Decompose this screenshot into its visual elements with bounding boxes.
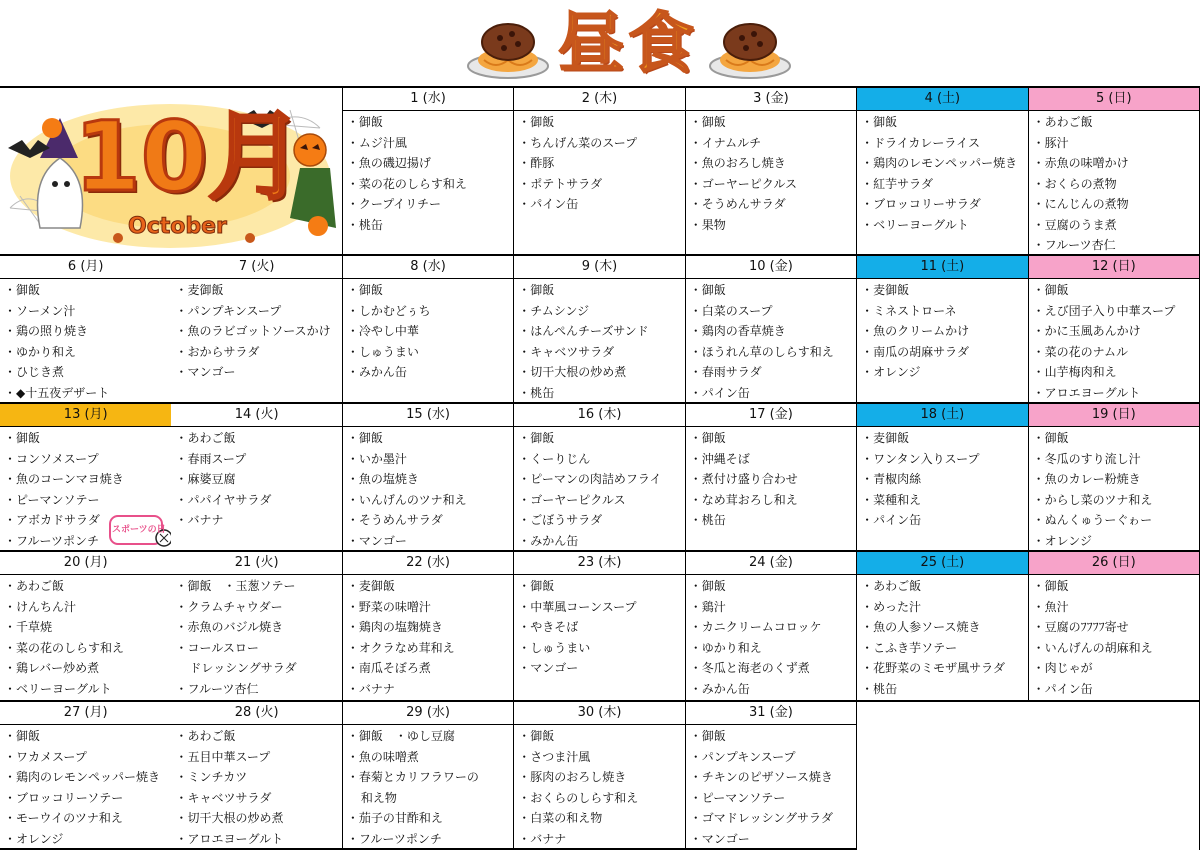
- menu-item: ・ バナナ: [175, 510, 341, 531]
- day-cell: [171, 552, 342, 702]
- menu-item: ・ あわご飯: [175, 428, 341, 449]
- menu-list: [171, 725, 341, 849]
- day-header: 26 (日): [1029, 552, 1199, 575]
- menu-item: ・ カニクリームコロッケ: [690, 617, 856, 638]
- menu-list: [1029, 279, 1199, 403]
- menu-item: ・ しかむどぅち: [347, 301, 513, 322]
- day-cell: [686, 88, 857, 256]
- menu-item: ・ フルーツ杏仁: [175, 679, 341, 700]
- menu-item: ・ みかん缶: [690, 679, 856, 700]
- menu-item: ・ 魚の磯辺揚げ: [347, 153, 513, 174]
- menu-item: ・ バナナ: [518, 829, 684, 850]
- menu-item: ・ ごぼうサラダ: [518, 510, 684, 531]
- menu-item: ・ ソーメン汁: [4, 301, 171, 322]
- menu-item: ・ 果物: [690, 215, 856, 236]
- menu-item: ・ パンプキンスープ: [690, 747, 856, 768]
- day-header: 23 (木): [514, 552, 684, 575]
- day-cell: [1029, 256, 1200, 404]
- menu-list: [343, 575, 513, 699]
- menu-item: ・ 茄子の甘酢和え: [347, 808, 513, 829]
- day-cell: [343, 88, 514, 256]
- menu-item: ・ コンソメスープ: [4, 449, 171, 470]
- menu-item: ・ アロエヨーグルト: [175, 829, 341, 850]
- day-header: 18 (土): [857, 404, 1027, 427]
- menu-item: ・ そうめんサラダ: [690, 194, 856, 215]
- day-header: 19 (日): [1029, 404, 1199, 427]
- day-header: 11 (土): [857, 256, 1027, 279]
- menu-list: [343, 279, 513, 383]
- menu-item: ・ キャベツサラダ: [518, 342, 684, 363]
- menu-item: ・ 麦御飯: [175, 280, 341, 301]
- day-cell: [686, 552, 857, 702]
- menu-item: ・ マンゴー: [347, 531, 513, 552]
- month-logo: [0, 88, 343, 256]
- menu-item: ・ ミンチカツ: [175, 767, 341, 788]
- menu-item: ・ 御飯: [518, 280, 684, 301]
- menu-item: ・ 肉じゃが: [1033, 658, 1199, 679]
- menu-item: ・ 御飯: [1033, 428, 1199, 449]
- menu-item: ・ 麻婆豆腐: [175, 469, 341, 490]
- menu-item: ・ 菜の花のナムル: [1033, 342, 1199, 363]
- menu-item: ・ 魚の塩焼き: [347, 469, 513, 490]
- menu-item: ・ 御飯: [347, 280, 513, 301]
- day-header: 10 (金): [686, 256, 856, 279]
- menu-item: ・ 切干大根の炒め煮: [175, 808, 341, 829]
- menu-list: [857, 575, 1027, 699]
- menu-item: ・ 白菜の和え物: [518, 808, 684, 829]
- day-header: 9 (木): [514, 256, 684, 279]
- menu-item: ・ モーウイのツナ和え: [4, 808, 171, 829]
- day-cell: [0, 702, 171, 850]
- menu-item: ・ 御飯 ・ゆし豆腐: [347, 726, 513, 747]
- menu-item: ・ 御飯: [347, 428, 513, 449]
- menu-item: ・ 麦御飯: [861, 280, 1027, 301]
- menu-item: ・ チムシンジ: [518, 301, 684, 322]
- day-cell: [171, 702, 342, 850]
- menu-item: ・ 御飯: [1033, 576, 1199, 597]
- menu-item: ・ にんじんの煮物: [1033, 194, 1199, 215]
- menu-item: ・ 豆腐のうま煮: [1033, 215, 1199, 236]
- day-cell: [343, 702, 514, 850]
- menu-item: ・ バナナ: [347, 679, 513, 700]
- menu-item: ・ 魚の味噌煮: [347, 747, 513, 768]
- day-header: 20 (月): [0, 552, 171, 575]
- menu-item: ドレッシングサラダ: [189, 661, 297, 675]
- menu-item: ・ 春菊とカリフラワーの: [347, 767, 513, 788]
- menu-list: [686, 111, 856, 235]
- day-header: 21 (火): [171, 552, 341, 575]
- day-cell: [686, 404, 857, 552]
- menu-item: ・ 南瓜そぼろ煮: [347, 658, 513, 679]
- menu-item: ・ パイン缶: [1033, 679, 1199, 700]
- menu-item: ・ 春雨サラダ: [690, 362, 856, 383]
- day-cell: [1029, 404, 1200, 552]
- menu-item: ・ コールスロー: [175, 638, 341, 659]
- day-header: 31 (金): [686, 702, 856, 725]
- menu-item: ・ 魚のクリームかけ: [861, 321, 1027, 342]
- menu-item: 和え物: [360, 790, 397, 805]
- menu-item: ・ ゆかり和え: [690, 638, 856, 659]
- menu-item: ・ 菜の花のしらす和え: [4, 638, 171, 659]
- menu-item: ・ ワンタン入りスープ: [861, 449, 1027, 470]
- menu-list: [171, 575, 341, 699]
- menu-item: ・ 御飯: [4, 428, 171, 449]
- menu-item: ・ 御飯: [4, 726, 171, 747]
- day-cell: [0, 552, 171, 702]
- menu-item: ・ 魚汁: [1033, 597, 1199, 618]
- empty-cell: [857, 702, 1200, 850]
- menu-item: ・ しゅうまい: [347, 342, 513, 363]
- menu-item: ・ 冷やし中華: [347, 321, 513, 342]
- menu-item: ・ 御飯: [690, 280, 856, 301]
- menu-item: ・ 御飯: [690, 576, 856, 597]
- menu-item: ・ あわご飯: [175, 726, 341, 747]
- menu-item: ・ 鶏肉の塩麹焼き: [347, 617, 513, 638]
- sports-day-badge: [108, 510, 171, 550]
- menu-item: ・ 御飯: [690, 428, 856, 449]
- menu-item: ・ 青椒肉絲: [861, 469, 1027, 490]
- menu-item: ・ 御飯: [518, 576, 684, 597]
- menu-item: ・ ピーマンソテー: [4, 490, 171, 511]
- menu-item: ・ オクラなめ茸和え: [347, 638, 513, 659]
- menu-item: ・ ちんげん菜のスープ: [518, 133, 684, 154]
- menu-item: ・ 鶏肉のレモンペッパー焼き: [861, 153, 1027, 174]
- menu-item: ・ 冬瓜のすり流し汁: [1033, 449, 1199, 470]
- menu-item: ・ 魚のカレー粉焼き: [1033, 469, 1199, 490]
- menu-list: [1029, 111, 1199, 256]
- menu-item: ・ ピーマンの肉詰めフライ: [518, 469, 684, 490]
- menu-list: [686, 279, 856, 403]
- menu-item: ・ 鶏レバー炒め煮: [4, 658, 171, 679]
- menu-item: ・ 御飯: [4, 280, 171, 301]
- menu-list: [514, 111, 684, 215]
- day-cell: [514, 256, 685, 404]
- menu-item: ・ ブロッコリーソテー: [4, 788, 171, 809]
- menu-item: ・ あわご飯: [861, 576, 1027, 597]
- menu-item: ・ ベリーヨーグルト: [861, 215, 1027, 236]
- day-header: 15 (水): [343, 404, 513, 427]
- day-cell: [343, 404, 514, 552]
- menu-item: ・ 赤魚の味噌かけ: [1033, 153, 1199, 174]
- menu-item: ・ ほうれん草のしらす和え: [690, 342, 856, 363]
- menu-list: [686, 725, 856, 849]
- month-english: October: [128, 214, 227, 239]
- menu-item: ・ ワカメスープ: [4, 747, 171, 768]
- menu-item: ・ 切干大根の炒め煮: [518, 362, 684, 383]
- menu-item: ・ 菜種和え: [861, 490, 1027, 511]
- menu-list: [514, 279, 684, 403]
- menu-item: ・ 御飯: [690, 726, 856, 747]
- menu-list: [1029, 427, 1199, 551]
- menu-item: ・ ムジ汁風: [347, 133, 513, 154]
- menu-item: ・ ベリーヨーグルト: [4, 679, 171, 700]
- menu-item: ・ ゴマドレッシングサラダ: [690, 808, 856, 829]
- menu-item: ・ おからサラダ: [175, 342, 341, 363]
- menu-item: ・ ひじき煮: [4, 362, 171, 383]
- day-header: 17 (金): [686, 404, 856, 427]
- menu-list: [857, 279, 1027, 383]
- menu-item: ・ マンゴー: [518, 658, 684, 679]
- day-header: 13 (月): [0, 404, 171, 427]
- menu-item: ・ みかん缶: [347, 362, 513, 383]
- menu-item: ・ おくらの煮物: [1033, 174, 1199, 195]
- menu-item: ・ マンゴー: [690, 829, 856, 850]
- day-header: 24 (金): [686, 552, 856, 575]
- menu-item: ・ ゴーヤーピクルス: [690, 174, 856, 195]
- day-cell: [857, 404, 1028, 552]
- menu-item: ・ 魚のラビゴットソースかけ: [175, 321, 341, 342]
- menu-item: ・ 御飯: [690, 112, 856, 133]
- spaghetti-plate-icon: [708, 12, 792, 82]
- menu-list: [343, 725, 513, 849]
- menu-item: ・ 御飯: [347, 112, 513, 133]
- menu-item: ・ 桃缶: [518, 383, 684, 404]
- menu-item: ・ ポテトサラダ: [518, 174, 684, 195]
- menu-item: ・ 魚の人参ソース焼き: [861, 617, 1027, 638]
- menu-item: ・ 御飯: [861, 112, 1027, 133]
- menu-item: ・ ドライカレーライス: [861, 133, 1027, 154]
- day-header: 5 (日): [1029, 88, 1199, 111]
- menu-list: [1029, 575, 1199, 699]
- menu-item: ・ ブロッコリーサラダ: [861, 194, 1027, 215]
- menu-list: [514, 427, 684, 551]
- menu-item: ・ 鶏の照り焼き: [4, 321, 171, 342]
- menu-list: [857, 111, 1027, 235]
- menu-item: ・ 豚汁: [1033, 133, 1199, 154]
- day-cell: [514, 552, 685, 702]
- menu-item: ・ いか墨汁: [347, 449, 513, 470]
- menu-item: ・ 紅芋サラダ: [861, 174, 1027, 195]
- day-header: 28 (火): [171, 702, 341, 725]
- menu-item: ・ 麦御飯: [861, 428, 1027, 449]
- menu-item: ・ 煮付け盛り合わせ: [690, 469, 856, 490]
- menu-item: ・ さつま汁風: [518, 747, 684, 768]
- menu-item: ・ チキンのピザソース焼き: [690, 767, 856, 788]
- menu-item: ・ パイン缶: [690, 383, 856, 404]
- menu-item: ・ 花野菜のミモザ風サラダ: [861, 658, 1027, 679]
- menu-item: ・ くーりじん: [518, 449, 684, 470]
- menu-item: ・ 菜の花のしらす和え: [347, 174, 513, 195]
- menu-list: [171, 279, 341, 383]
- menu-item: ・ 中華風コーンスープ: [518, 597, 684, 618]
- menu-item: ・ パパイヤサラダ: [175, 490, 341, 511]
- day-header: 22 (水): [343, 552, 513, 575]
- menu-list: [857, 427, 1027, 531]
- menu-item: ・ 御飯 ・玉葱ソテー: [175, 576, 341, 597]
- menu-item: ・ イナムルチ: [690, 133, 856, 154]
- menu-item: ・ オレンジ: [1033, 531, 1199, 552]
- menu-item: ・ フルーツポンチ: [4, 531, 171, 552]
- menu-item: ・ からし菜のツナ和え: [1033, 490, 1199, 511]
- menu-item: ・ 冬瓜と海老のくず煮: [690, 658, 856, 679]
- day-header: 16 (木): [514, 404, 684, 427]
- menu-item: ・ 沖縄そば: [690, 449, 856, 470]
- day-cell: [0, 256, 171, 404]
- menu-list: [686, 575, 856, 699]
- menu-item: ・ クープイリチー: [347, 194, 513, 215]
- menu-item: ・ 鶏汁: [690, 597, 856, 618]
- menu-item: ・ いんげんのツナ和え: [347, 490, 513, 511]
- day-cell: [1029, 88, 1200, 256]
- menu-item: ・ 野菜の味噌汁: [347, 597, 513, 618]
- menu-item: ・ おくらのしらす和え: [518, 788, 684, 809]
- day-header: 6 (月): [0, 256, 171, 279]
- menu-item: ・ かに玉風あんかけ: [1033, 321, 1199, 342]
- menu-item: ・ パンプキンスープ: [175, 301, 341, 322]
- day-cell: [514, 702, 685, 850]
- day-cell: [1029, 552, 1200, 702]
- menu-item: ・ フルーツ杏仁: [1033, 235, 1199, 256]
- menu-list: [686, 427, 856, 531]
- menu-item: ・ フルーツポンチ: [347, 829, 513, 850]
- menu-item: ・ 豚肉のおろし焼き: [518, 767, 684, 788]
- day-cell: [0, 404, 171, 552]
- day-header: 29 (水): [343, 702, 513, 725]
- menu-item: ・ はんぺんチーズサンド: [518, 321, 684, 342]
- day-header: 1 (水): [343, 88, 513, 111]
- day-cell: [686, 702, 857, 850]
- menu-item: ・ パイン缶: [861, 510, 1027, 531]
- menu-item: ・ マンゴー: [175, 362, 341, 383]
- day-cell: [514, 404, 685, 552]
- menu-item: ・ ゆかり和え: [4, 342, 171, 363]
- menu-item: ・ キャベツサラダ: [175, 788, 341, 809]
- menu-item: ・ オレンジ: [861, 362, 1027, 383]
- menu-item: ・ しゅうまい: [518, 638, 684, 659]
- menu-item: ・ ミネストローネ: [861, 301, 1027, 322]
- day-header: 12 (日): [1029, 256, 1199, 279]
- day-cell: [171, 404, 342, 552]
- menu-item: ・ こふき芋ソテー: [861, 638, 1027, 659]
- spaghetti-plate-icon: [466, 12, 550, 82]
- menu-item: ・ 酢豚: [518, 153, 684, 174]
- menu-item: ・ 桃缶: [861, 679, 1027, 700]
- menu-item: ・ 鶏肉の香草焼き: [690, 321, 856, 342]
- menu-list: [514, 725, 684, 849]
- menu-item: ・ 白菜のスープ: [690, 301, 856, 322]
- day-cell: [514, 88, 685, 256]
- day-cell: [343, 256, 514, 404]
- day-header: 8 (水): [343, 256, 513, 279]
- menu-list: [343, 111, 513, 235]
- menu-item: ・ 山芋梅肉和え: [1033, 362, 1199, 383]
- menu-item: ・ 千草焼: [4, 617, 171, 638]
- menu-item: ・ そうめんサラダ: [347, 510, 513, 531]
- menu-item: ・ 桃缶: [347, 215, 513, 236]
- day-header: 27 (月): [0, 702, 171, 725]
- menu-item: ・ 鶏肉のレモンペッパー焼き: [4, 767, 171, 788]
- menu-item: ・ 赤魚のバジル焼き: [175, 617, 341, 638]
- menu-item: ・ クラムチャウダー: [175, 597, 341, 618]
- menu-list: [343, 427, 513, 551]
- day-cell: [343, 552, 514, 702]
- day-header: 3 (金): [686, 88, 856, 111]
- menu-list: [171, 427, 341, 531]
- menu-item: ・ 魚のコーンマヨ焼き: [4, 469, 171, 490]
- sports-day-label: スポーツの日: [112, 525, 166, 535]
- menu-list: [514, 575, 684, 679]
- menu-item: ・ 魚のおろし焼き: [690, 153, 856, 174]
- menu-item: ・ ぬんくゅうーぐゎー: [1033, 510, 1199, 531]
- menu-list: [0, 725, 171, 849]
- menu-item: ・ 南瓜の胡麻サラダ: [861, 342, 1027, 363]
- menu-item: ・ 御飯: [518, 112, 684, 133]
- menu-item: ・ 麦御飯: [347, 576, 513, 597]
- menu-item: ・ アボカドサラダ: [4, 510, 171, 531]
- menu-item: ・ 五目中華スープ: [175, 747, 341, 768]
- menu-item: ・ けんちん汁: [4, 597, 171, 618]
- menu-item: ・ 桃缶: [690, 510, 856, 531]
- menu-list: [0, 279, 171, 403]
- day-cell: [171, 256, 342, 404]
- menu-item: ・ 春雨スープ: [175, 449, 341, 470]
- menu-item: ・ 御飯: [518, 726, 684, 747]
- day-header: 30 (木): [514, 702, 684, 725]
- menu-item: ・ 豆腐のﾌﾌﾌﾌ寄せ: [1033, 617, 1199, 638]
- day-header: 2 (木): [514, 88, 684, 111]
- day-cell: [686, 256, 857, 404]
- page-header: [0, 0, 1200, 86]
- day-header: 7 (火): [171, 256, 341, 279]
- day-cell: [857, 552, 1028, 702]
- day-header: 25 (土): [857, 552, 1027, 575]
- menu-item: ・ あわご飯: [4, 576, 171, 597]
- menu-item: ・ アロエヨーグルト: [1033, 383, 1199, 404]
- menu-item: ・ オレンジ: [4, 829, 171, 850]
- day-cell: [857, 256, 1028, 404]
- menu-item: ・ あわご飯: [1033, 112, 1199, 133]
- menu-item: ・ パイン缶: [518, 194, 684, 215]
- menu-item: ・ ゴーヤーピクルス: [518, 490, 684, 511]
- menu-item: ・ 御飯: [1033, 280, 1199, 301]
- day-cell: [857, 88, 1028, 256]
- menu-item: ・ えび団子入り中華スープ: [1033, 301, 1199, 322]
- menu-item: ・ なめ茸おろし和え: [690, 490, 856, 511]
- day-header: 14 (火): [171, 404, 341, 427]
- menu-item: ・ ◆十五夜デザート: [4, 383, 171, 404]
- menu-calendar: [0, 86, 1200, 848]
- page-title: 昼食: [558, 5, 698, 82]
- menu-item: ・ ピーマンソテー: [690, 788, 856, 809]
- menu-item: ・ いんげんの胡麻和え: [1033, 638, 1199, 659]
- menu-item: ・ みかん缶: [518, 531, 684, 552]
- menu-item: ・ めった汁: [861, 597, 1027, 618]
- menu-item: ・ 御飯: [518, 428, 684, 449]
- day-header: 4 (土): [857, 88, 1027, 111]
- month-number: 10月: [74, 101, 304, 213]
- menu-item: ・ やきそば: [518, 617, 684, 638]
- menu-list: [0, 575, 171, 699]
